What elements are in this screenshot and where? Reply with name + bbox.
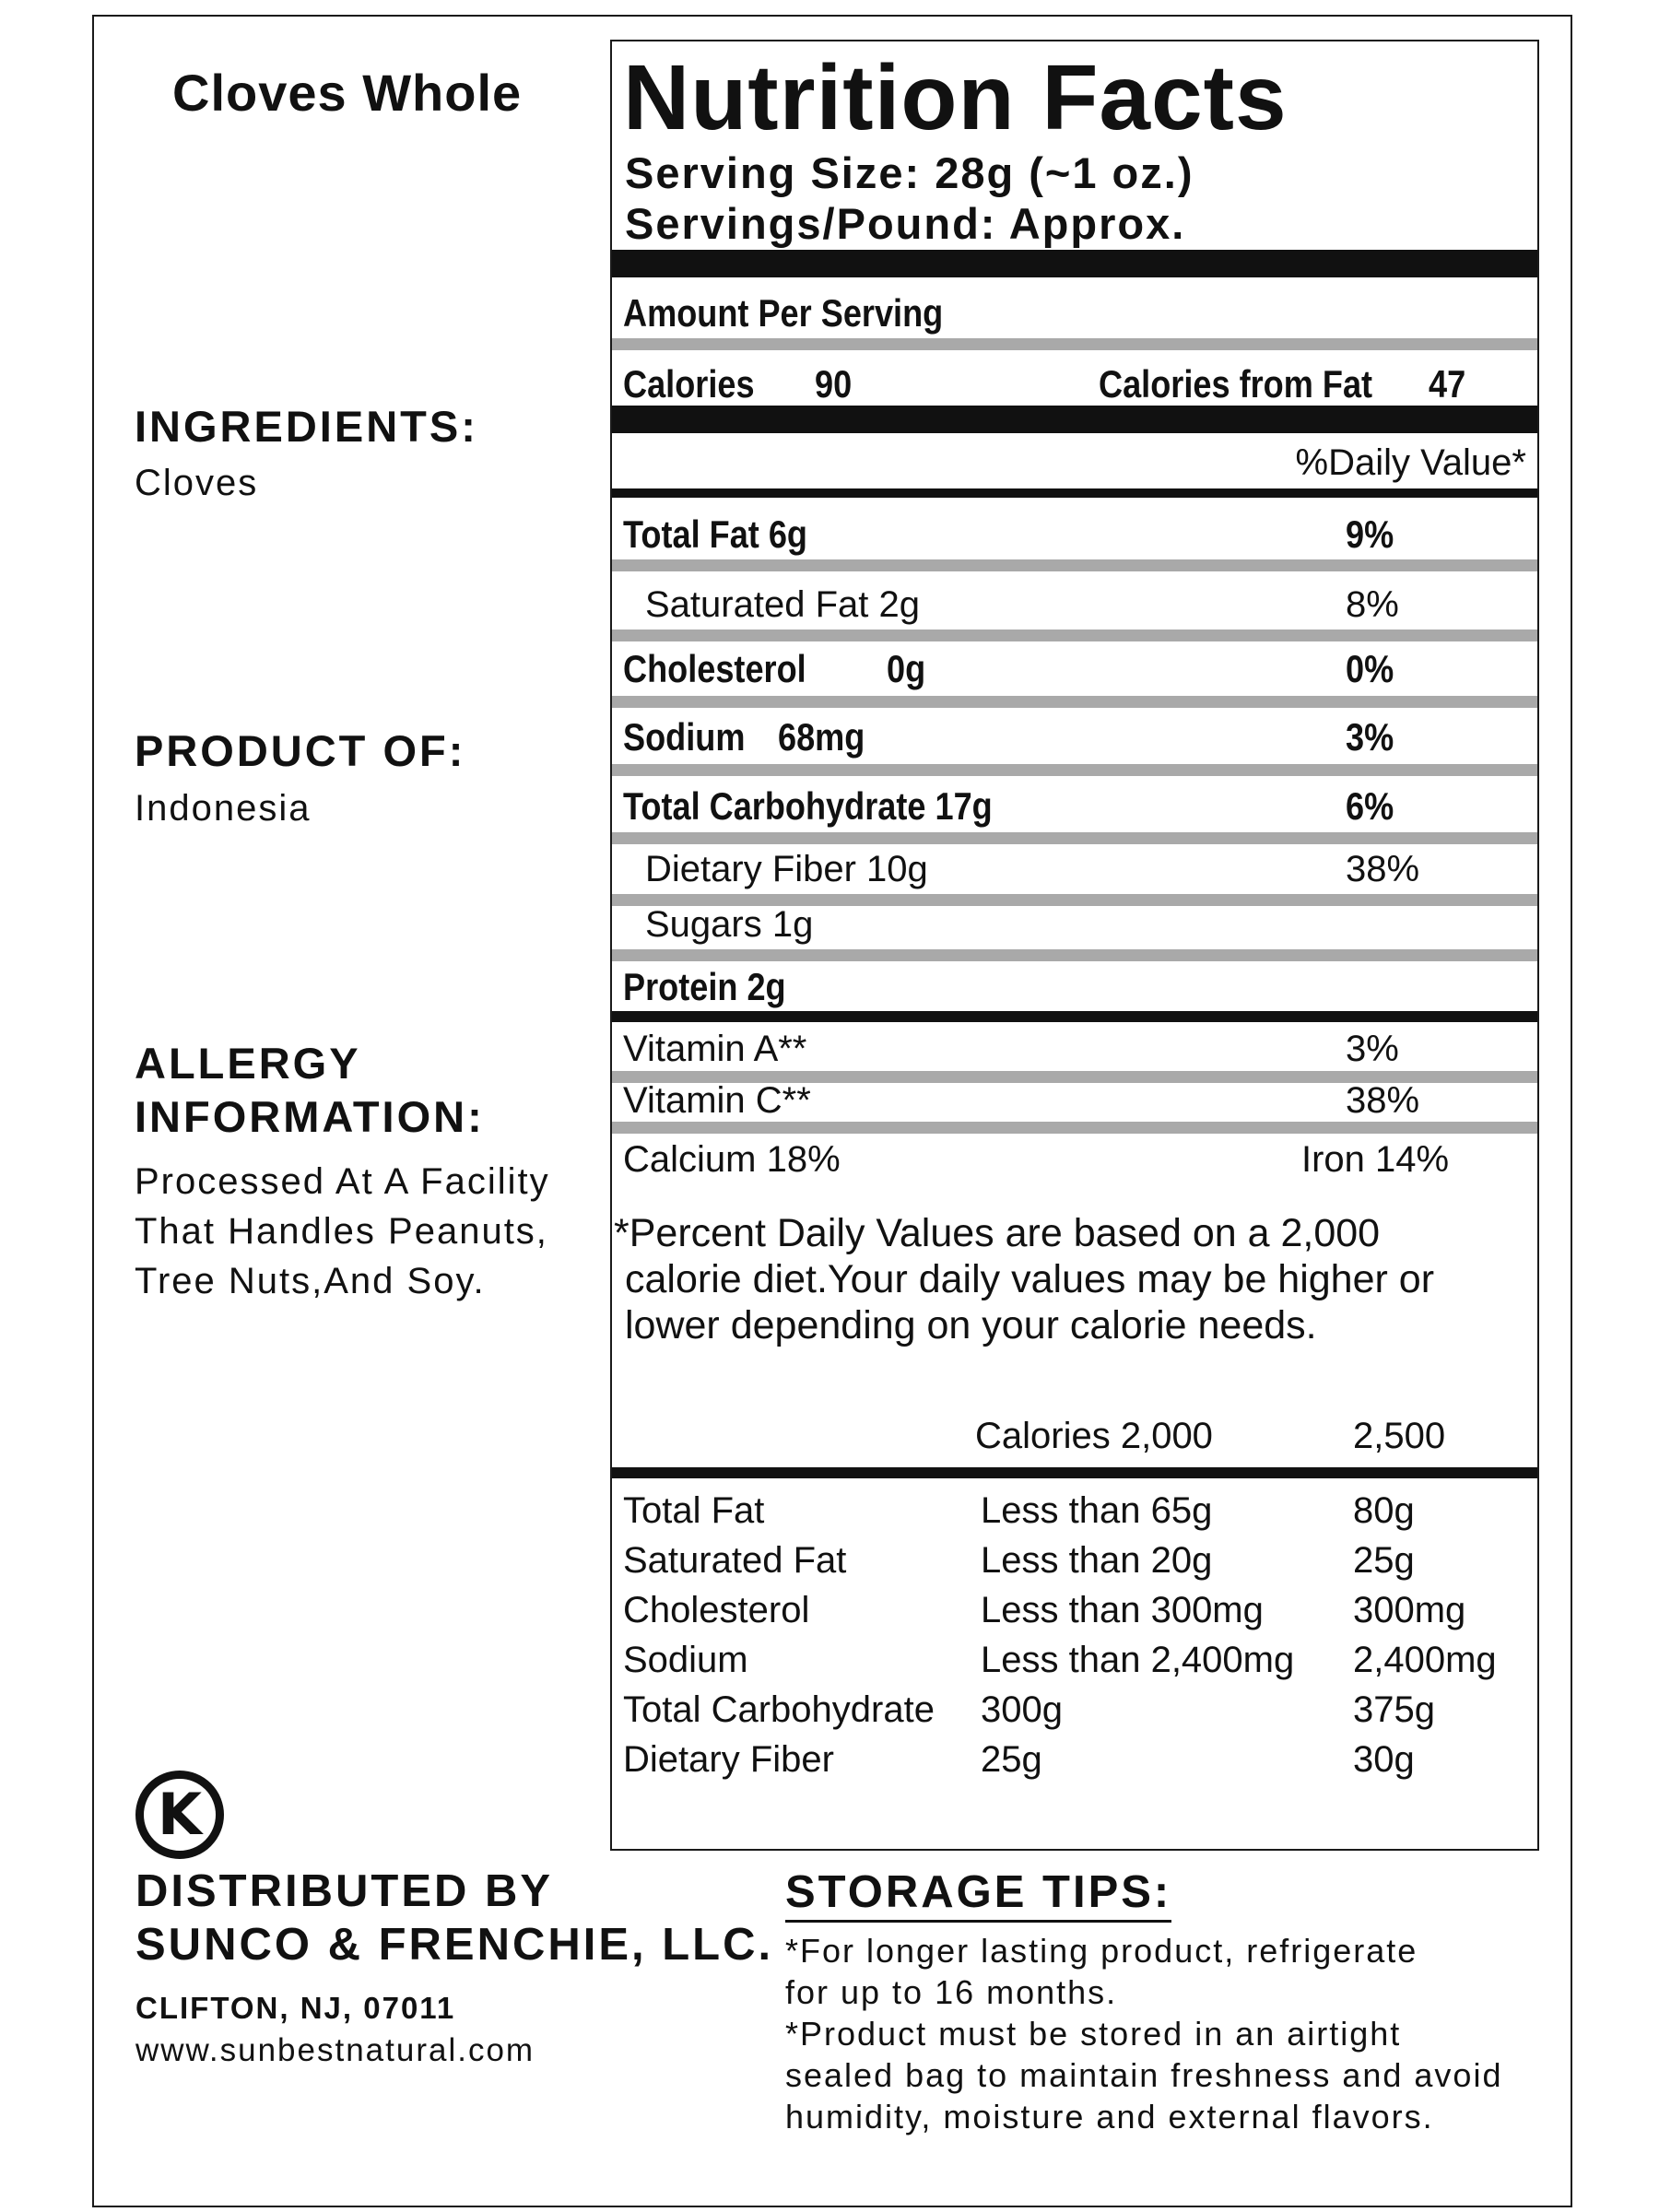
dv-table-row: Total Fat <box>623 1490 765 1531</box>
total-fat-dv: 9% <box>1346 512 1394 556</box>
storage-line: sealed bag to maintain freshness and avoid <box>785 2056 1503 2094</box>
dv-table-cell: 80g <box>1353 1490 1415 1531</box>
vitamin-a-label: Vitamin A** <box>623 1029 807 1069</box>
sugars-label: Sugars 1g <box>645 904 814 945</box>
dv-table-cell: Less than 65g <box>981 1490 1213 1531</box>
dv-table-header-2000: Calories 2,000 <box>975 1416 1213 1456</box>
dv-table-cell: 300mg <box>1353 1590 1466 1630</box>
ingredients-text: Cloves <box>135 463 259 503</box>
footnote-line: calorie diet.Your daily values may be higher or <box>625 1257 1435 1301</box>
nutrition-facts-panel <box>610 40 1539 1851</box>
dv-table-row: Dietary Fiber <box>623 1739 834 1780</box>
storage-line: *For longer lasting product, refrigerate <box>785 1932 1418 1970</box>
vitamin-c-label: Vitamin C** <box>623 1080 811 1121</box>
calcium: Calcium 18% <box>623 1139 841 1180</box>
sodium-dv: 3% <box>1346 715 1394 759</box>
footnote-line: *Percent Daily Values are based on a 2,000 <box>614 1211 1381 1255</box>
distributor-heading <box>135 1865 773 1971</box>
ingredients-heading: INGREDIENTS: <box>135 402 478 451</box>
kosher-certification-icon <box>135 1771 224 1859</box>
cholesterol-amount: 0g <box>887 647 926 690</box>
divider <box>612 696 1537 708</box>
distributor-address: CLIFTON, NJ, 07011 <box>135 1991 456 2025</box>
iron: Iron 14% <box>1301 1139 1450 1180</box>
storage-tips <box>785 1930 1502 2137</box>
calories-value: 90 <box>815 362 853 406</box>
dv-table-cell: 25g <box>1353 1540 1415 1581</box>
serving-size: Serving Size: 28g (~1 oz.) <box>625 148 1194 197</box>
saturated-fat-label: Saturated Fat 2g <box>645 584 920 625</box>
dietary-fiber-dv: 38% <box>1346 849 1420 889</box>
daily-value-footnote <box>614 1210 1434 1348</box>
divider <box>612 1467 1537 1478</box>
allergy-line: Tree Nuts,And Soy. <box>135 1261 486 1301</box>
divider <box>612 488 1537 498</box>
divider <box>612 832 1537 844</box>
divider <box>612 338 1537 350</box>
dv-table-row: Sodium <box>623 1640 748 1680</box>
calories-from-fat-label: Calories from Fat <box>1099 362 1373 406</box>
distributor-name: SUNCO & FRENCHIE, LLC. <box>135 1920 774 1970</box>
vitamin-c-dv: 38% <box>1346 1080 1420 1121</box>
daily-value-header: %Daily Value* <box>1295 442 1526 483</box>
distributor-website: www.sunbestnatural.com <box>135 2032 535 2068</box>
divider <box>612 1122 1537 1134</box>
dv-table-cell: 300g <box>981 1689 1063 1730</box>
allergy-line: Processed At A Facility <box>135 1161 550 1202</box>
dv-table-2000-column <box>981 1486 1294 1784</box>
sodium-amount: 68mg <box>778 715 865 759</box>
dv-table-2500-column <box>1353 1486 1497 1784</box>
allergy-heading <box>135 1037 485 1144</box>
allergy-heading-line2: INFORMATION: <box>135 1092 485 1141</box>
dv-table-cell: Less than 300mg <box>981 1590 1264 1630</box>
storage-line: humidity, moisture and external flavors. <box>785 2098 1434 2136</box>
kosher-letter: K <box>157 1781 203 1848</box>
servings-per-pound: Servings/Pound: Approx. <box>625 199 1186 248</box>
divider <box>612 949 1537 961</box>
thick-divider <box>612 250 1537 277</box>
vitamin-a-dv: 3% <box>1346 1029 1399 1069</box>
distributor-line1: DISTRIBUTED BY <box>135 1866 554 1916</box>
dv-table-row: Saturated Fat <box>623 1540 847 1581</box>
allergy-line: That Handles Peanuts, <box>135 1211 548 1252</box>
dv-table-cell: Less than 2,400mg <box>981 1640 1295 1680</box>
dv-table-cell: 30g <box>1353 1739 1415 1780</box>
dv-table-header-2500: 2,500 <box>1353 1416 1446 1456</box>
sodium-label: Sodium <box>623 715 746 759</box>
cholesterol-label: Cholesterol <box>623 647 806 690</box>
dv-table-cell: 375g <box>1353 1689 1435 1730</box>
dv-table-cell: Less than 20g <box>981 1540 1213 1581</box>
dv-table-row: Cholesterol <box>623 1590 810 1630</box>
saturated-fat-dv: 8% <box>1346 584 1399 625</box>
origin-text: Indonesia <box>135 788 312 829</box>
amount-per-serving: Amount Per Serving <box>623 291 944 335</box>
total-fat-label: Total Fat 6g <box>623 512 808 556</box>
divider <box>612 629 1537 641</box>
storage-line: for up to 16 months. <box>785 1973 1118 2011</box>
protein-label: Protein 2g <box>623 965 786 1008</box>
origin-heading: PRODUCT OF: <box>135 726 466 775</box>
dv-table-cell: 2,400mg <box>1353 1640 1497 1680</box>
product-name: Cloves Whole <box>172 64 523 122</box>
divider <box>612 764 1537 776</box>
footnote-line: lower depending on your calorie needs. <box>625 1303 1317 1347</box>
total-carbohydrate-dv: 6% <box>1346 784 1394 828</box>
divider <box>612 1011 1537 1022</box>
allergy-text <box>135 1157 550 1306</box>
dietary-fiber-label: Dietary Fiber 10g <box>645 849 928 889</box>
cholesterol-dv: 0% <box>1346 647 1394 690</box>
dv-table-nutrients <box>623 1486 935 1784</box>
divider <box>612 559 1537 571</box>
allergy-heading-line1: ALLERGY <box>135 1039 361 1088</box>
thick-divider <box>612 406 1537 433</box>
dv-table-cell: 25g <box>981 1739 1042 1780</box>
nutrition-title: Nutrition Facts <box>623 46 1288 149</box>
dv-table-row: Total Carbohydrate <box>623 1689 935 1730</box>
calories-from-fat-value: 47 <box>1429 362 1466 406</box>
storage-heading: STORAGE TIPS: <box>785 1866 1171 1923</box>
total-carbohydrate-label: Total Carbohydrate 17g <box>623 784 993 828</box>
storage-line: *Product must be stored in an airtight <box>785 2015 1402 2053</box>
calories-label: Calories <box>623 362 755 406</box>
